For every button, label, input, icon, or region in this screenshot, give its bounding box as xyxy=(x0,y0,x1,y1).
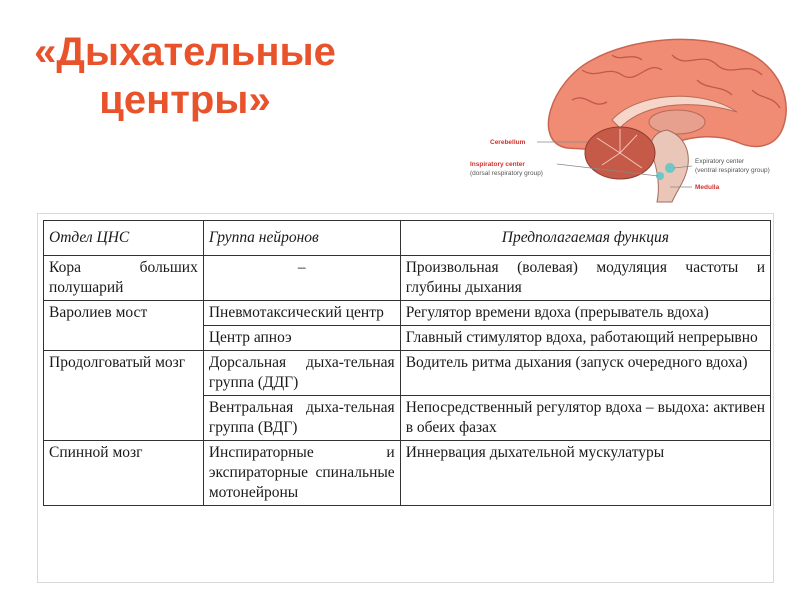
cell-group: Центр апноэ xyxy=(203,326,400,351)
table-row xyxy=(44,441,771,506)
label-expiratory-group: (ventral respiratory group) xyxy=(695,167,770,174)
cell-function: Водитель ритма дыхания (запуск очередного вдоха) xyxy=(400,351,770,396)
label-cerebellum: Cerebellum xyxy=(490,139,526,146)
cell-dept: Кора больших полушарий xyxy=(44,256,204,301)
brain-sagittal-illustration xyxy=(462,30,792,215)
table-frame xyxy=(37,213,774,583)
cell-group: Пневмотаксический центр xyxy=(203,301,400,326)
table-row xyxy=(44,351,771,396)
cell-function: Регулятор времени вдоха (прерыватель вдоха) xyxy=(400,301,770,326)
table-header-row xyxy=(44,221,771,256)
cell-group: Вентральная дыха-тельная группа (ВДГ) xyxy=(203,396,400,441)
label-medulla: Medulla xyxy=(695,184,720,191)
cell-dept: Спинной мозг xyxy=(44,441,204,506)
cell-function: Непосредственный регулятор вдоха – выдоха: активен в обеих фазах xyxy=(400,396,770,441)
title-line-2: центры» xyxy=(99,78,271,122)
label-expiratory-center: Expiratory center xyxy=(695,158,745,165)
cell-dept: Варолиев мост xyxy=(44,301,204,351)
title-line-1: «Дыхательные xyxy=(34,30,336,74)
cell-function: Произвольная (волевая) модуляция частоты и глубины дыхания xyxy=(400,256,770,301)
cell-group: Дорсальная дыха-тельная группа (ДДГ) xyxy=(203,351,400,396)
table-row xyxy=(44,301,771,326)
header-group: Группа нейронов xyxy=(203,221,400,256)
table-row xyxy=(44,256,771,301)
cell-group: – xyxy=(203,256,400,301)
page-title xyxy=(20,28,350,124)
label-inspiratory-center: Inspiratory center xyxy=(470,161,525,168)
cell-function: Иннервация дыхательной мускулатуры xyxy=(400,441,770,506)
cell-group: Инспираторные и экспираторные спинальные мотонейроны xyxy=(203,441,400,506)
respiratory-centers-table xyxy=(43,220,771,506)
header-function: Предполагаемая функция xyxy=(400,221,770,256)
cell-function: Главный стимулятор вдоха, работающий непрерывно xyxy=(400,326,770,351)
header-dept: Отдел ЦНС xyxy=(44,221,204,256)
cell-dept: Продолговатый мозг xyxy=(44,351,204,441)
label-inspiratory-group: (dorsal respiratory group) xyxy=(470,170,543,177)
